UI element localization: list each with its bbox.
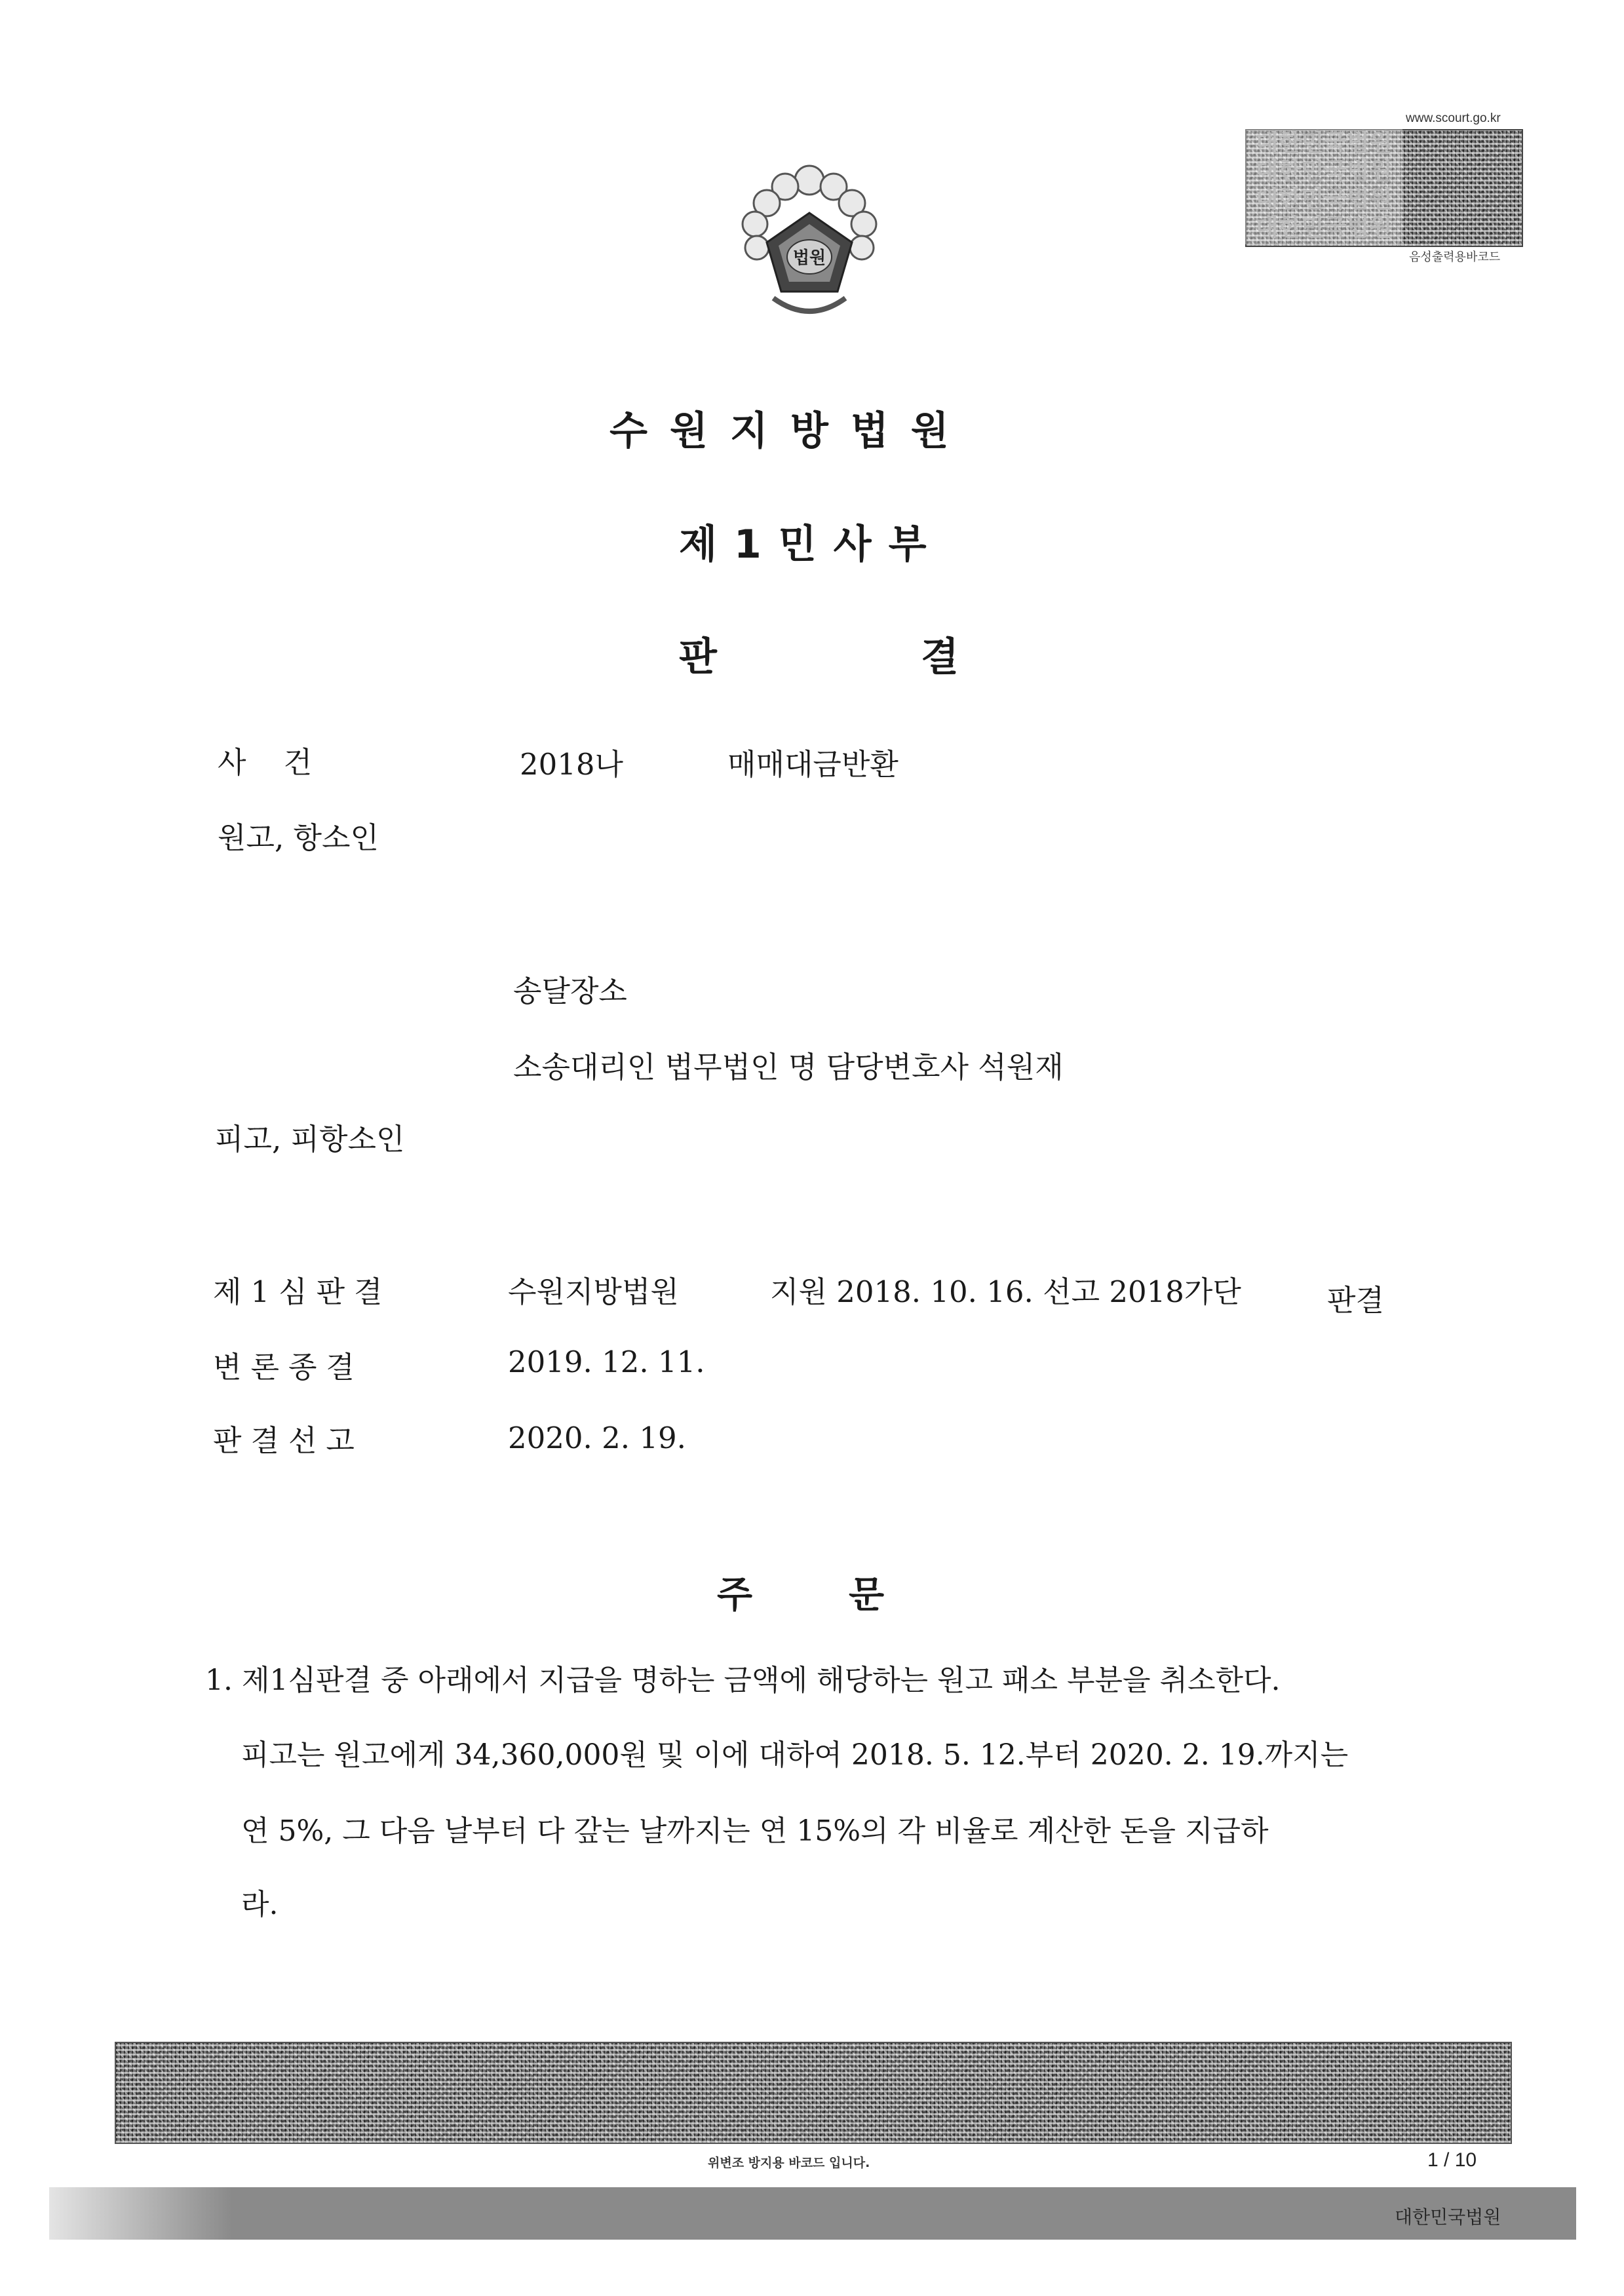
qr-caption: 음성출력용바코드 bbox=[1409, 250, 1501, 264]
judgment-heading-part-1: 판 bbox=[679, 634, 717, 680]
court-emblem bbox=[727, 151, 891, 334]
closing-label: 변론종결 bbox=[213, 1350, 364, 1385]
defendant-label: 피고, 피항소인 bbox=[215, 1122, 405, 1157]
first-instance-suffix: 판결 bbox=[1327, 1283, 1384, 1318]
page-number: 1 / 10 bbox=[1427, 2149, 1477, 2171]
pronouncement-date: 2020. 2. 19. bbox=[508, 1421, 686, 1455]
case-number: 2018나 bbox=[520, 747, 623, 782]
service-address-label: 송달장소 bbox=[513, 974, 627, 1008]
order-item1-line1: 1. 제1심판결 중 아래에서 지급을 명하는 금액에 해당하는 원고 패소 부분을 취소한다. bbox=[205, 1664, 1281, 1697]
court-name-heading: 수원지방법원 bbox=[609, 408, 971, 454]
first-instance-detail: 지원 2018. 10. 16. 선고 2018가단 bbox=[770, 1274, 1241, 1309]
first-instance-court: 수원지방법원 bbox=[508, 1274, 679, 1309]
footer-court-name: 대한민국법원 bbox=[1395, 2206, 1501, 2228]
attorney-line: 소송대리인 법무법인 명 담당변호사 석원재 bbox=[513, 1050, 1064, 1084]
barcode-caption: 위변조 방지용 바코드 입니다. bbox=[708, 2156, 870, 2170]
division-heading: 제1민사부 bbox=[679, 522, 944, 567]
order-heading-part-2: 문 bbox=[849, 1574, 885, 1617]
plaintiff-label: 원고, 항소인 bbox=[218, 820, 379, 855]
emblem-text: 법원 bbox=[792, 248, 826, 268]
order-heading-part-1: 주 bbox=[717, 1574, 753, 1617]
case-label: 사 건 bbox=[218, 745, 313, 780]
closing-date: 2019. 12. 11. bbox=[508, 1345, 705, 1379]
order-item1-line3: 연 5%, 그 다음 날부터 다 갚는 날까지는 연 15%의 각 비율로 계산한 돈을 지급하 bbox=[241, 1814, 1269, 1848]
order-item1-line4: 라. bbox=[241, 1888, 279, 1921]
judgment-heading-part-2: 결 bbox=[921, 634, 959, 680]
qr-url-text: www.scourt.go.kr bbox=[1406, 111, 1501, 125]
first-instance-label: 제1심판결 bbox=[213, 1274, 392, 1309]
order-item1-line2: 피고는 원고에게 34,360,000원 및 이에 대하여 2018. 5. 12.부터 2020. 2. 19.까지는 bbox=[241, 1738, 1349, 1772]
pronouncement-label: 판결선고 bbox=[213, 1423, 364, 1458]
qr-watermark-text: 대한민국법원 대한민국법원 대한민국법원 대한민국법원 bbox=[1245, 129, 1402, 244]
footer-band bbox=[49, 2187, 1576, 2240]
case-name: 매매대금반환 bbox=[727, 747, 899, 782]
anti-forgery-barcode bbox=[115, 2042, 1512, 2144]
